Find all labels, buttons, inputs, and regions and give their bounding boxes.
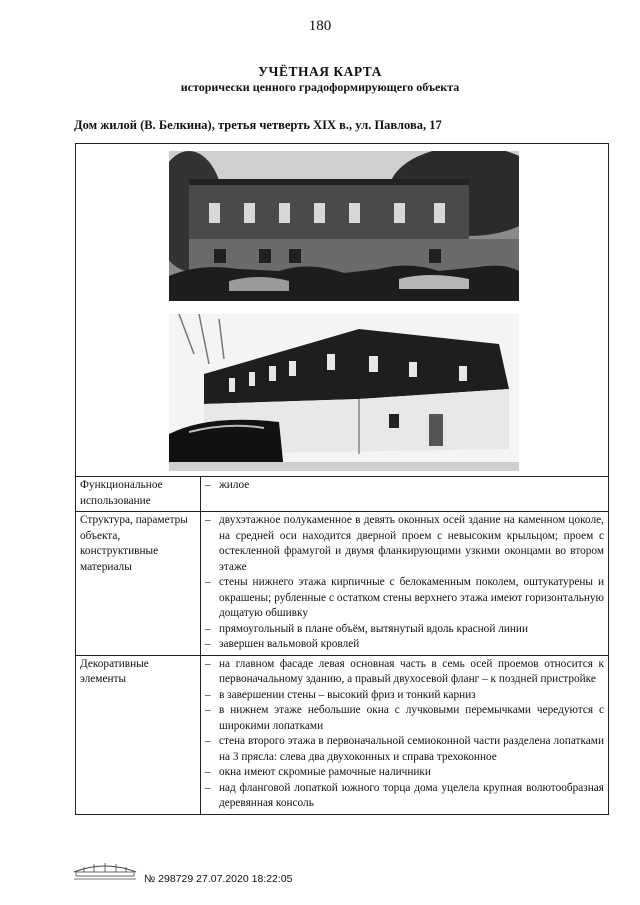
- object-name: Дом жилой (В. Белкина), третья четверть XIX в., ул. Павлова, 17: [74, 118, 442, 132]
- page-number: 180: [308, 18, 332, 34]
- table-row: [76, 655, 608, 814]
- dash-marker: –: [205, 704, 211, 716]
- list-item: – над фланговой лопаткой южного торца дома уцелела крупная волютообразная деревянная консоль: [205, 781, 604, 812]
- list-item: – на главном фасаде левая основная часть в семь осей проемов относится к первоначальному зданию, а правый двухосевой фланг – к поздней пристройке: [205, 657, 604, 688]
- dash-marker: –: [205, 688, 211, 701]
- dash-marker: –: [205, 479, 211, 491]
- row-label: Декоративные элементы: [76, 655, 201, 814]
- document-stamp: № 298729 27.07.2020 18:22:05: [144, 873, 293, 885]
- list-item: – окна имеют скромные рамочные наличники: [205, 765, 604, 781]
- list-item: – в завершении стены – высокий фриз и тонкий карниз: [205, 688, 604, 704]
- dash-marker: –: [205, 514, 211, 526]
- list-item: – двухэтажное полукаменное в девять оконных осей здание на каменном цоколе, на средней оси находится дверной проем с невысоким крыльцом; проем с остекленной фрамугой и двумя фланкирующими узкими оконцами во втором этаже: [205, 513, 604, 575]
- list-item: – завершен вальмовой кровлей: [205, 637, 604, 653]
- corner-photo: [169, 314, 519, 471]
- registration-card: [75, 143, 609, 815]
- dash-marker: –: [205, 657, 211, 670]
- dash-marker: –: [205, 735, 211, 747]
- dash-marker: –: [205, 638, 211, 650]
- row-label: Функциональное использование: [76, 477, 201, 512]
- card-title: УЧЁТНАЯ КАРТА: [258, 64, 382, 79]
- list-item: – в нижнем этаже небольшие окна с лучковыми перемычками чередуются с широкими лопатками: [205, 703, 604, 734]
- list-item: – стена второго этажа в первоначальной семиоконной части разделена лопатками на 3 прясла: слева два двухоконных и справа трехоконное: [205, 734, 604, 765]
- photos-section: [76, 144, 608, 477]
- row-label: Структура, параметры объекта, конструктивные материалы: [76, 512, 201, 656]
- list-item: – жилое: [205, 478, 604, 494]
- table-row: [76, 477, 608, 512]
- list-item: – прямоугольный в плане объём, вытянутый вдоль красной линии: [205, 622, 604, 638]
- dash-marker: –: [205, 766, 211, 778]
- dash-marker: –: [205, 622, 211, 635]
- card-subtitle: исторически ценного градоформирующего объекта: [180, 80, 460, 94]
- registry-logo-icon: [70, 858, 140, 880]
- facade-photo: [169, 151, 519, 301]
- list-item: – стены нижнего этажа кирпичные с белокаменным поколем, оштукатурены и окрашены; рубленные с остатком стены верхнего этажа имеют горизонтальную дощатую обшивку: [205, 575, 604, 622]
- dash-marker: –: [205, 576, 211, 588]
- properties-table: [76, 477, 608, 814]
- row-items: [201, 512, 609, 656]
- row-items: [201, 477, 609, 512]
- table-row: [76, 512, 608, 656]
- dash-marker: –: [205, 781, 211, 794]
- row-items: [201, 655, 609, 814]
